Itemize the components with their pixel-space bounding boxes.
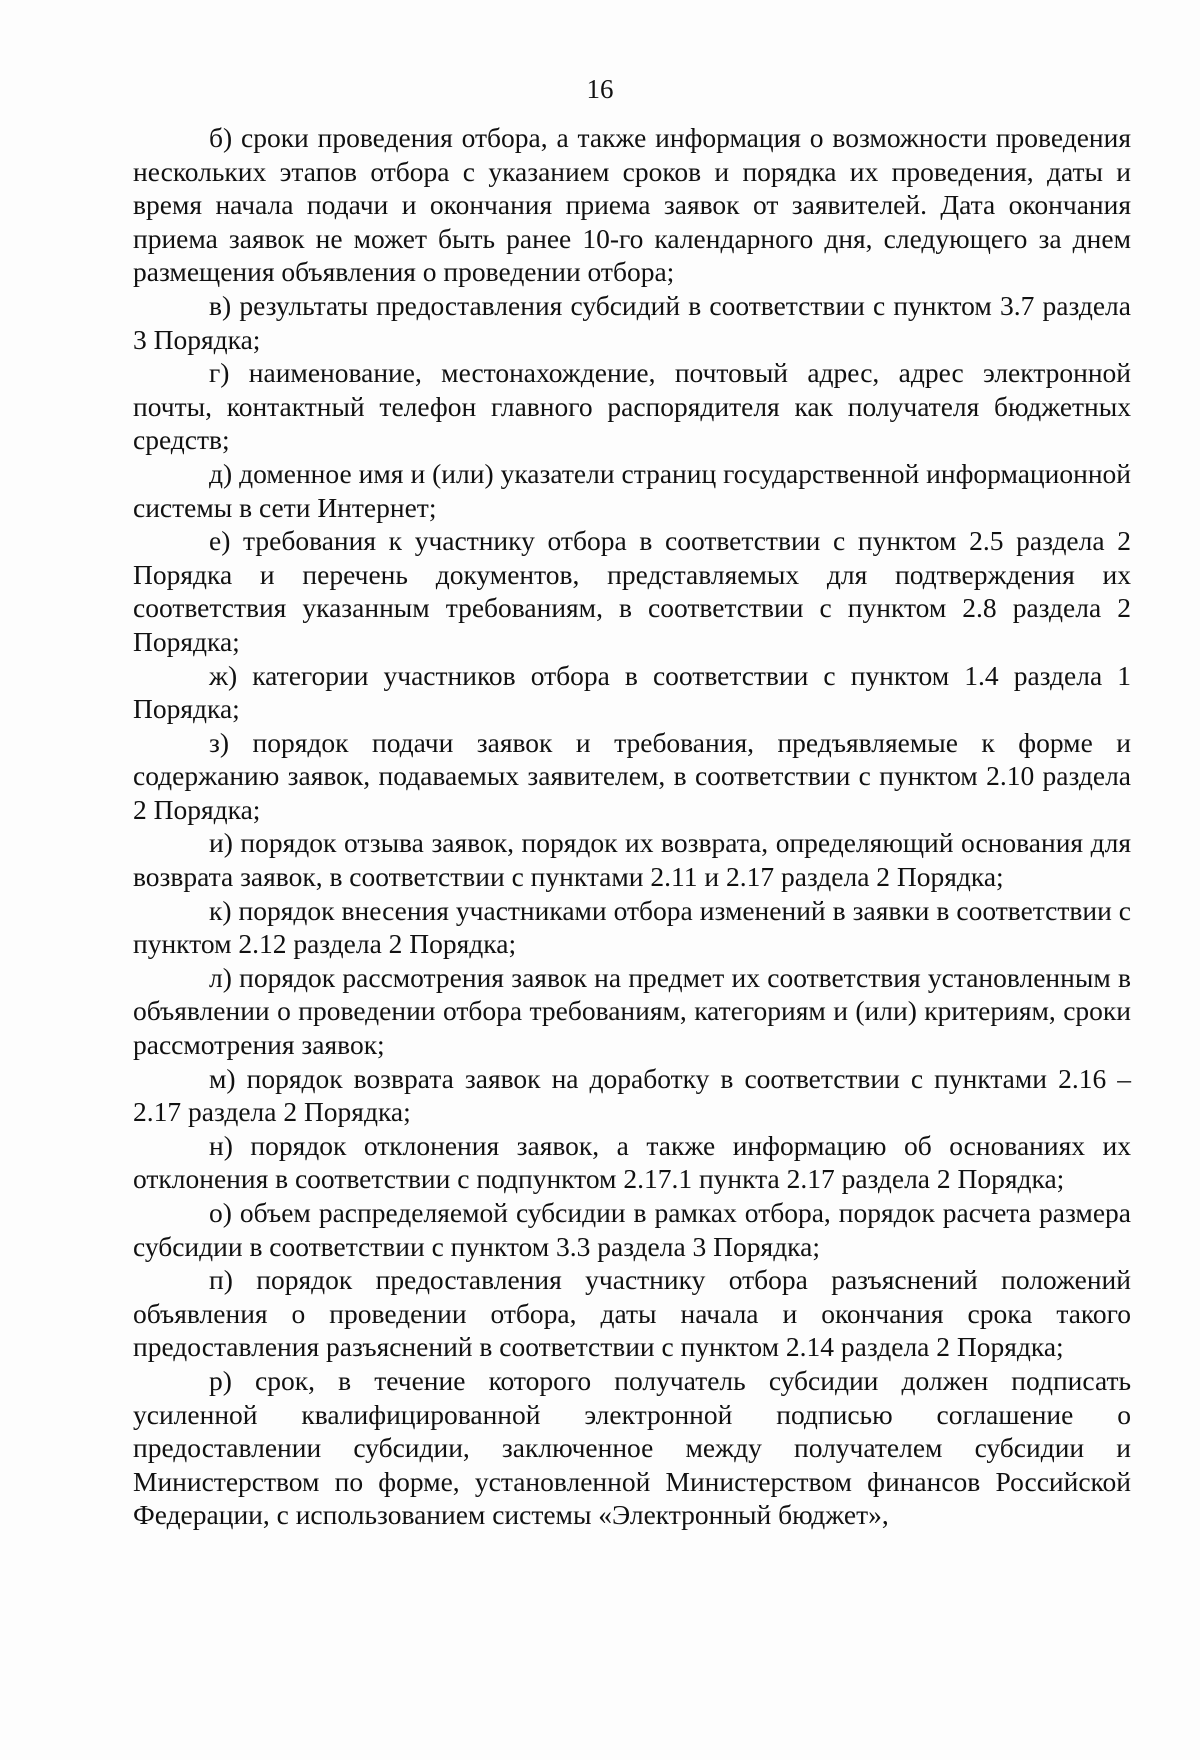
paragraph-zh: ж) категории участников отбора в соответствии с пунктом 1.4 раздела 1 Порядка; xyxy=(133,659,1131,725)
paragraph-m: м) порядок возврата заявок на доработку в соответствии с пунктами 2.16 – 2.17 раздела 2 Порядка; xyxy=(133,1062,1131,1128)
paragraph-l: л) порядок рассмотрения заявок на предмет их соответствия установленным в объявлении о проведении отбора требованиям, категориям и (или) критериям, сроки рассмотрения заявок; xyxy=(133,961,1131,1061)
paragraph-z: з) порядок подачи заявок и требования, предъявляемые к форме и содержанию заявок, подаваемых заявителем, в соответствии с пунктом 2.10 раздела 2 Порядка; xyxy=(133,726,1131,825)
paragraph-d: д) доменное имя и (или) указатели страниц государственной информационной системы в сети Интернет; xyxy=(133,457,1131,523)
document-body xyxy=(133,121,1131,1532)
paragraph-k: к) порядок внесения участниками отбора изменений в заявки в соответствии с пунктом 2.12 раздела 2 Порядка; xyxy=(133,894,1131,960)
paragraph-o: о) объем распределяемой субсидии в рамках отбора, порядок расчета размера субсидии в соответствии с пунктом 3.3 раздела 3 Порядка; xyxy=(133,1197,1131,1262)
paragraph-r: р) срок, в течение которого получатель субсидии должен подписать усиленной квалифицированной электронной подписью соглашение о предоставлении субсидии, заключенное между получателем субсидии и Министерством по форме, установленной Министерством финансов Российской Федерации, с использованием системы «Электронный бюджет», xyxy=(133,1364,1131,1531)
paragraph-b: б) сроки проведения отбора, а также информация о возможности проведения нескольких этапов отбора с указанием сроков и порядка их проведения, даты и время начала подачи и окончания приема заявок от заявителей. Дата окончания приема заявок не может быть ранее 10-го календарного дня, следующего за днем размещения объявления о проведении отбора; xyxy=(133,122,1131,288)
paragraph-e: е) требования к участнику отбора в соответствии с пунктом 2.5 раздела 2 Порядка и перечень документов, представляемых для подтверждения их соответствия указанным требованиям, в соответствии с пунктом 2.8 раздела 2 Порядка; xyxy=(133,525,1131,657)
paragraph-g: г) наименование, местонахождение, почтовый адрес, адрес электронной почты, контактный телефон главного распорядителя как получателя бюджетных средств; xyxy=(133,357,1131,456)
paragraph-n: н) порядок отклонения заявок, а также информацию об основаниях их отклонения в соответствии с подпунктом 2.17.1 пункта 2.17 раздела 2 Порядка; xyxy=(133,1129,1131,1195)
paragraph-p: п) порядок предоставления участнику отбора разъяснений положений объявления о проведении отбора, даты начала и окончания срока такого предоставления разъяснений в соответствии с пунктом 2.14 раздела 2 Порядка; xyxy=(133,1264,1131,1363)
paragraph-i: и) порядок отзыва заявок, порядок их возврата, определяющий основания для возврата заявок, в соответствии с пунктами 2.11 и 2.17 раздела 2 Порядка; xyxy=(133,827,1131,893)
paragraph-v: в) результаты предоставления субсидий в соответствии с пунктом 3.7 раздела 3 Порядка; xyxy=(133,289,1131,355)
page-number: 16 xyxy=(586,74,614,104)
